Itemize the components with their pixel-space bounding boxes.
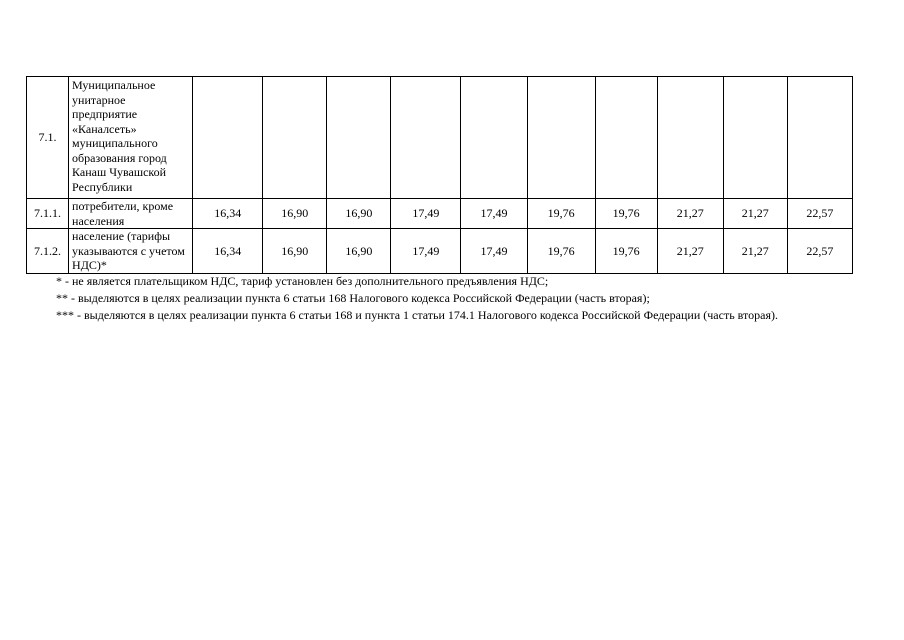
table-row: [27, 229, 853, 274]
tariff-value: 21,27: [657, 199, 723, 229]
consumer-group: потребители, кроме населения: [69, 199, 193, 229]
tariff-value: 19,76: [595, 199, 657, 229]
footnote-triple-asterisk: *** - выделяются в целях реализации пункта 6 статьи 168 и пункта 1 статьи 174.1 Налогового кодекса Российской Федерации (часть вторая).: [56, 308, 778, 322]
tariff-value: 19,76: [595, 229, 657, 274]
tariff-value: 21,27: [723, 199, 787, 229]
row-number: 7.1.: [27, 77, 69, 199]
tariff-value: 22,57: [787, 199, 852, 229]
tariff-value: 19,76: [527, 199, 595, 229]
tariff-value: 17,49: [461, 229, 527, 274]
footnotes: [56, 273, 778, 324]
empty-cell: [657, 77, 723, 199]
tariff-value: 21,27: [657, 229, 723, 274]
tariff-value: 22,57: [787, 229, 852, 274]
empty-cell: [327, 77, 391, 199]
tariff-value: 16,34: [193, 199, 263, 229]
tariff-value: 16,34: [193, 229, 263, 274]
empty-cell: [527, 77, 595, 199]
empty-cell: [193, 77, 263, 199]
footnote-double-asterisk: ** - выделяются в целях реализации пункта 6 статьи 168 Налогового кодекса Российской Федерации (часть вторая);: [56, 291, 650, 305]
tariff-value: 17,49: [461, 199, 527, 229]
footnote-vat-exempt: * - не является плательщиком НДС, тариф установлен без дополнительного предъявления НДС;: [56, 274, 549, 288]
row-number: 7.1.1.: [27, 199, 69, 229]
empty-cell: [595, 77, 657, 199]
tariff-value: 21,27: [723, 229, 787, 274]
organization-name: Муниципальное унитарное предприятие «Каналсеть» муниципального образования город Канаш Чувашской Республики: [69, 77, 193, 199]
tariff-value: 16,90: [263, 199, 327, 229]
empty-cell: [263, 77, 327, 199]
tariff-value: 17,49: [391, 199, 461, 229]
tariff-value: 16,90: [327, 199, 391, 229]
empty-cell: [723, 77, 787, 199]
empty-cell: [461, 77, 527, 199]
tariff-value: 19,76: [527, 229, 595, 274]
empty-cell: [787, 77, 852, 199]
row-number: 7.1.2.: [27, 229, 69, 274]
empty-cell: [391, 77, 461, 199]
table-row: [27, 199, 853, 229]
tariff-table: [26, 76, 853, 274]
tariff-value: 16,90: [327, 229, 391, 274]
consumer-group: население (тарифы указываются с учетом НДС)*: [69, 229, 193, 274]
tariff-value: 17,49: [391, 229, 461, 274]
tariff-value: 16,90: [263, 229, 327, 274]
table-row: [27, 77, 853, 199]
